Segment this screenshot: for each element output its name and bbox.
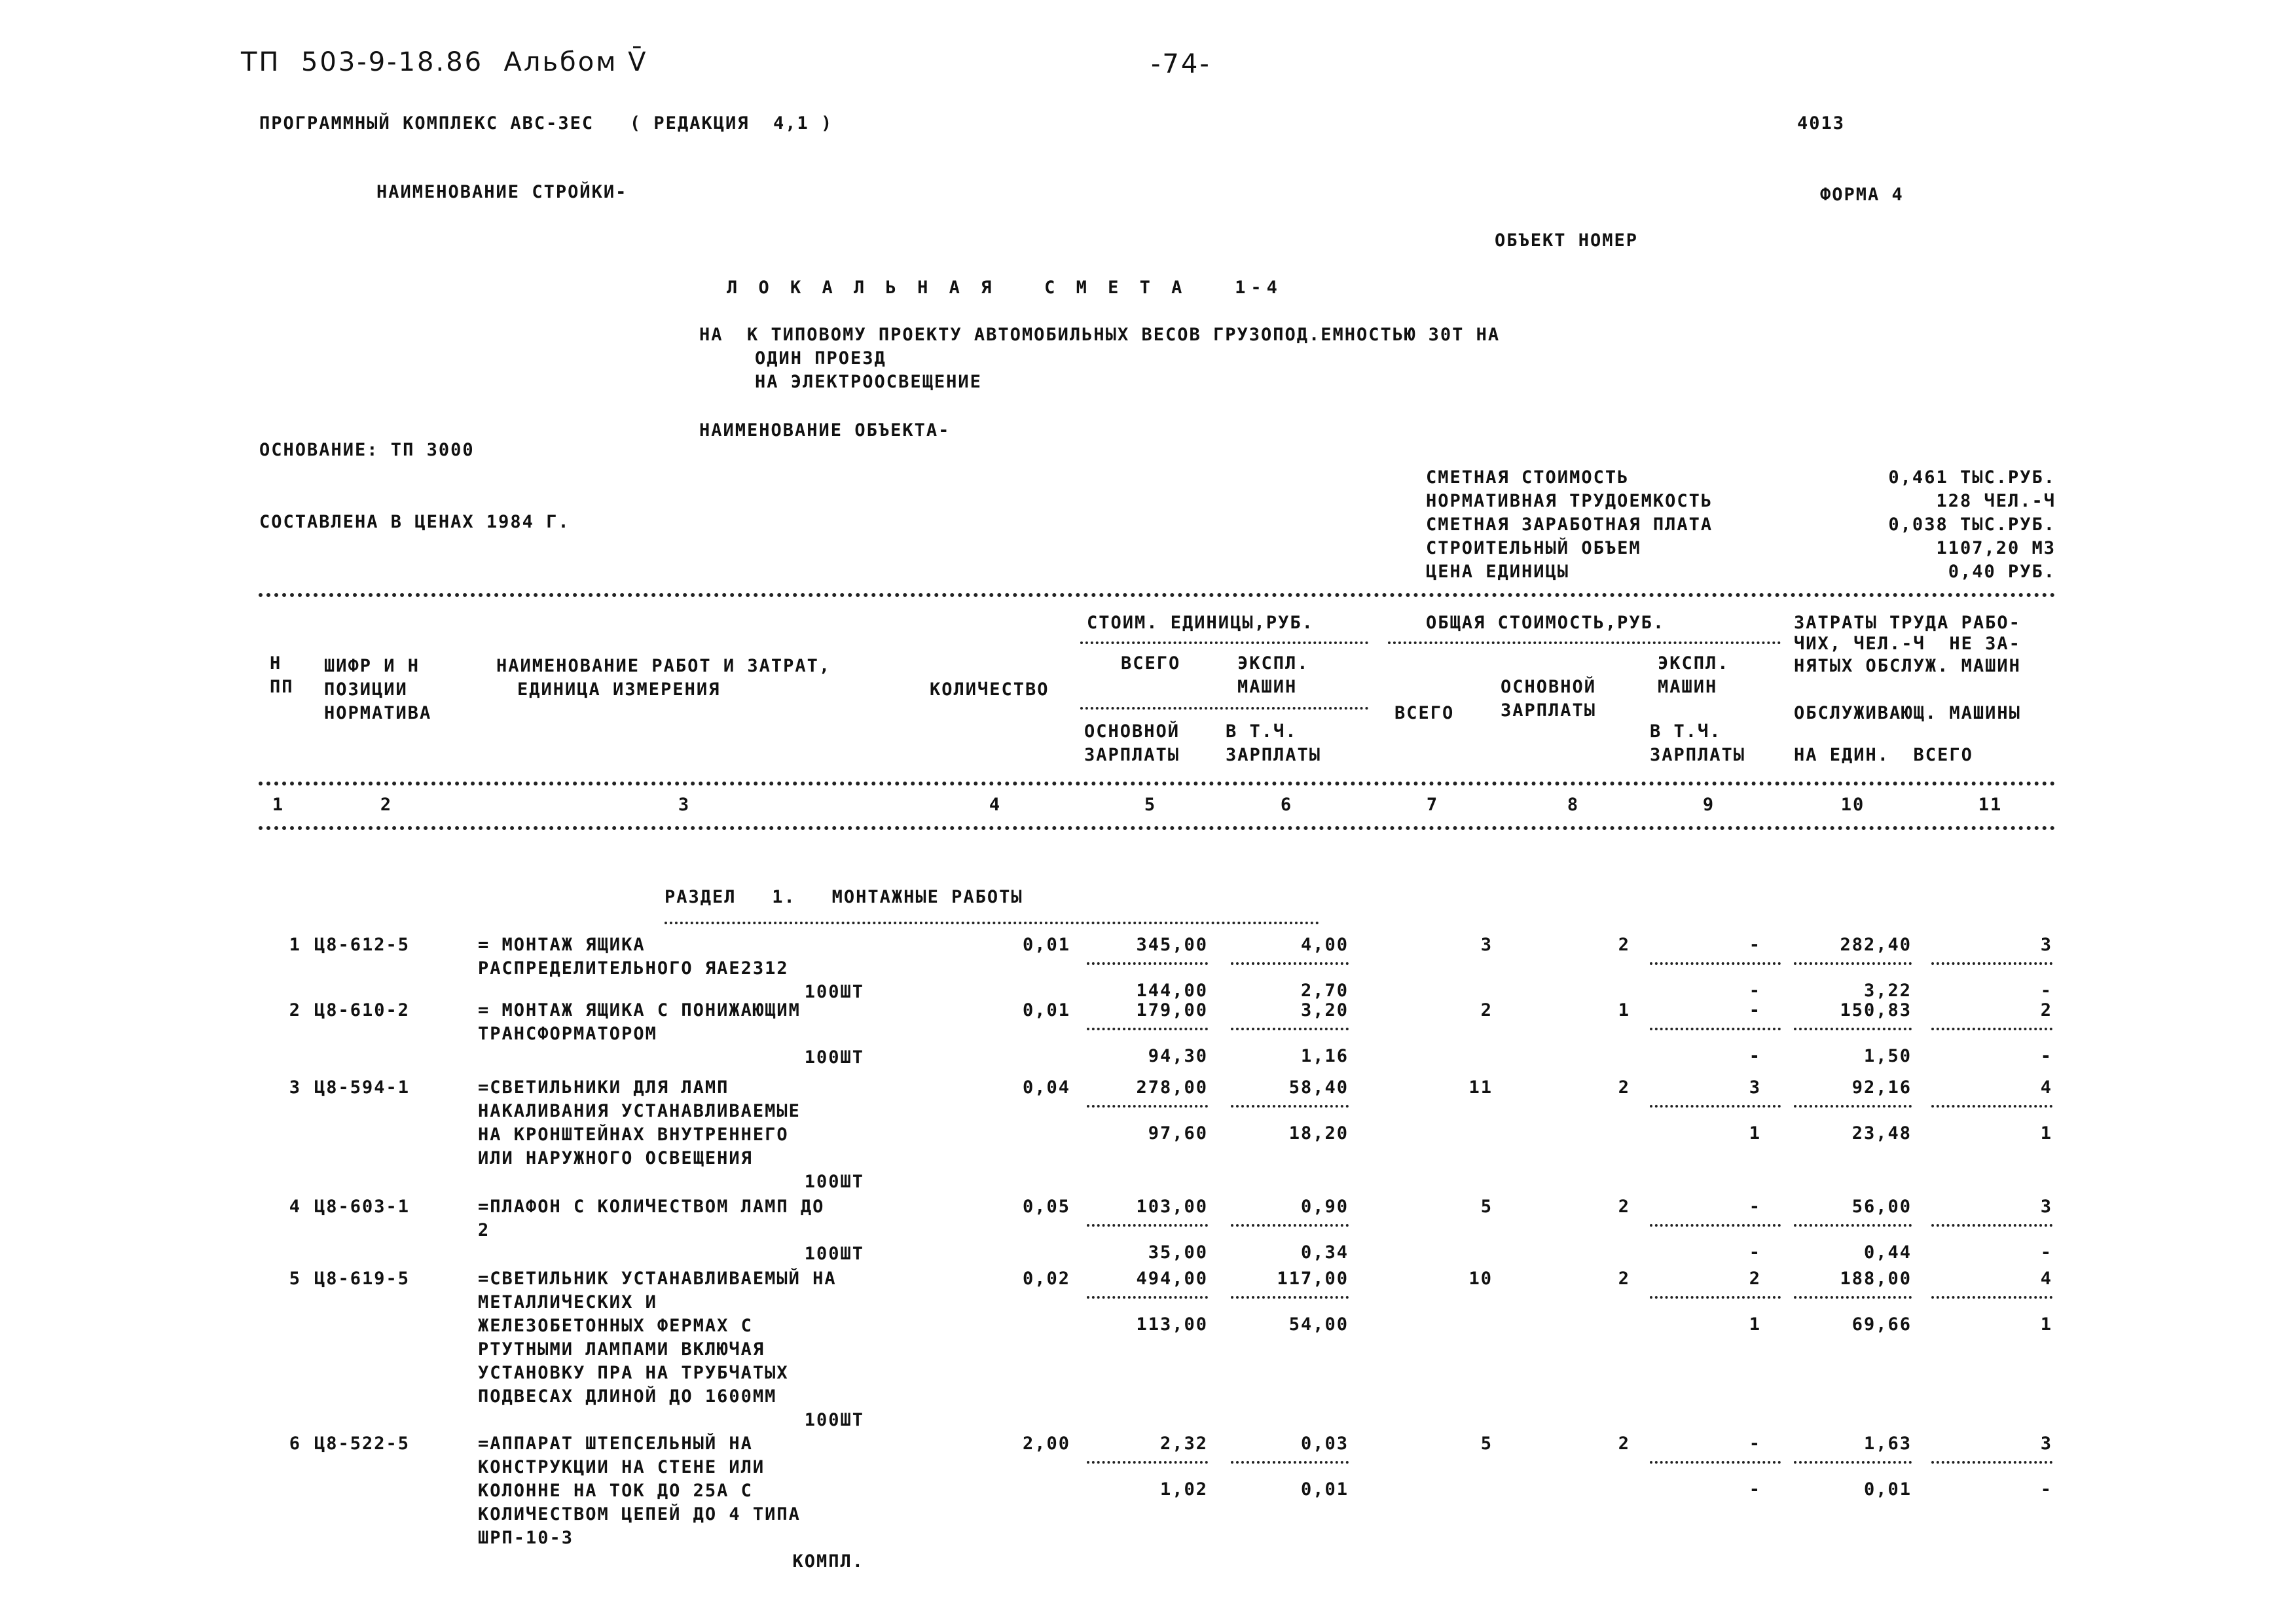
row-unit-incl-wage: 0,34 bbox=[1300, 1242, 1349, 1263]
header-rule-bottom bbox=[259, 826, 2056, 830]
row-labor-unit-2: 23,48 bbox=[1851, 1123, 1912, 1144]
row-quantity: 0,04 bbox=[1022, 1077, 1070, 1098]
column-number: 10 bbox=[1840, 795, 1865, 815]
object-number: ОБЪЕКТ НОМЕР bbox=[1495, 230, 1639, 251]
header-labor: ОБСЛУЖИВАЮЩ. МАШИНЫ bbox=[1794, 703, 2021, 723]
header-col-2: ПОЗИЦИИ bbox=[324, 679, 408, 700]
row-labor-total: 2 bbox=[2040, 1000, 2052, 1020]
estimate-purpose-line-1: НА К ТИПОВОМУ ПРОЕКТУ АВТОМОБИЛЬНЫХ ВЕСОВ ГРУЗОПОД.ЕМНОСТЬЮ 30Т НА bbox=[699, 325, 1501, 345]
row-quantity: 0,01 bbox=[1022, 1000, 1070, 1020]
cell-rule bbox=[1650, 1028, 1781, 1030]
row-unit: 100ШТ bbox=[804, 1244, 864, 1264]
row-description: РТУТНЫМИ ЛАМПАМИ ВКЛЮЧАЯ bbox=[478, 1339, 765, 1360]
estimate-purpose-line-3: НА ЭЛЕКТРООСВЕЩЕНИЕ bbox=[755, 372, 982, 392]
header-col-3: НАИМЕНОВАНИЕ РАБОТ И ЗАТРАТ, bbox=[496, 656, 831, 676]
row-labor-unit-2: 69,66 bbox=[1851, 1314, 1912, 1335]
cell-rule bbox=[1231, 1028, 1349, 1030]
row-description: =ПЛАФОН С КОЛИЧЕСТВОМ ЛАМП ДО bbox=[478, 1197, 825, 1217]
row-unit-incl-wage: 54,00 bbox=[1288, 1314, 1349, 1335]
row-code: Ц8-603-1 bbox=[314, 1197, 410, 1217]
header-col-1: Н bbox=[270, 653, 282, 674]
row-labor-unit-2: 0,44 bbox=[1863, 1242, 1912, 1263]
cell-rule bbox=[1231, 1105, 1349, 1108]
row-total-main: 2 bbox=[1618, 935, 1630, 955]
cell-rule bbox=[1650, 1296, 1781, 1299]
row-labor-total-2: 1 bbox=[2040, 1314, 2052, 1335]
cell-rule bbox=[1087, 1105, 1208, 1108]
row-description: НАКАЛИВАНИЯ УСТАНАВЛИВАЕМЫЕ bbox=[478, 1101, 801, 1121]
cell-rule bbox=[1794, 1224, 1912, 1227]
header-col-4: КОЛИЧЕСТВО bbox=[930, 679, 1049, 700]
cell-rule bbox=[1794, 1028, 1912, 1030]
cell-rule bbox=[1931, 1105, 2052, 1108]
row-description: КОЛОННЕ НА ТОК ДО 25А С bbox=[478, 1481, 753, 1501]
row-description: ПОДВЕСАХ ДЛИНОЙ ДО 1600ММ bbox=[478, 1386, 777, 1407]
row-number: 5 bbox=[289, 1269, 301, 1289]
header-total-expl: ЭКСПЛ. bbox=[1658, 653, 1730, 674]
summary-value: 0,461 ТЫС.РУБ. bbox=[1888, 467, 2056, 488]
header-labor: ЗАТРАТЫ ТРУДА РАБО- bbox=[1794, 613, 2021, 633]
header-total-incl: ЗАРПЛАТЫ bbox=[1650, 745, 1746, 765]
row-description: ЖЕЛЕЗОБЕТОННЫХ ФЕРМАХ С bbox=[478, 1316, 753, 1336]
header-unit-wage: ЗАРПЛАТЫ bbox=[1226, 745, 1322, 765]
row-total-all: 11 bbox=[1468, 1077, 1493, 1098]
row-total-wage: - bbox=[1749, 1479, 1761, 1500]
row-unit-total: 103,00 bbox=[1136, 1197, 1208, 1217]
header-labor: НЯТЫХ ОБСЛУЖ. МАШИН bbox=[1794, 656, 2021, 676]
summary-label: СМЕТНАЯ ЗАРАБОТНАЯ ПЛАТА bbox=[1426, 514, 1713, 535]
row-description: = МОНТАЖ ЯЩИКА С ПОНИЖАЮЩИМ bbox=[478, 1000, 801, 1020]
row-total-all: 10 bbox=[1468, 1269, 1493, 1289]
header-unit-cost: СТОИМ. ЕДИНИЦЫ,РУБ. bbox=[1087, 613, 1314, 633]
row-total-all: 5 bbox=[1480, 1434, 1493, 1454]
header-rule-mid bbox=[259, 782, 2056, 785]
row-unit: КОМПЛ. bbox=[792, 1551, 864, 1572]
row-total-main: 2 bbox=[1618, 1077, 1630, 1098]
column-number: 9 bbox=[1702, 795, 1715, 815]
column-number: 5 bbox=[1144, 795, 1157, 815]
header-unit-total: ВСЕГО bbox=[1121, 653, 1181, 674]
row-total-all: 3 bbox=[1480, 935, 1493, 955]
row-description: УСТАНОВКУ ПРА НА ТРУБЧАТЫХ bbox=[478, 1363, 789, 1383]
estimate-purpose-line-2: ОДИН ПРОЕЗД bbox=[755, 348, 886, 369]
row-description: =АППАРАТ ШТЕПСЕЛЬНЫЙ НА bbox=[478, 1434, 753, 1454]
row-number: 6 bbox=[289, 1434, 301, 1454]
row-description: РАСПРЕДЕЛИТЕЛЬНОГО ЯАЕ2312 bbox=[478, 958, 789, 979]
row-description: = МОНТАЖ ЯЩИКА bbox=[478, 935, 646, 955]
row-code: Ц8-594-1 bbox=[314, 1077, 410, 1098]
column-number: 1 bbox=[272, 795, 285, 815]
row-code: Ц8-522-5 bbox=[314, 1434, 410, 1454]
row-unit-main-wage: 94,30 bbox=[1148, 1046, 1208, 1066]
row-unit: 100ШТ bbox=[804, 982, 864, 1002]
row-labor-unit: 1,63 bbox=[1863, 1434, 1912, 1454]
row-total-main: 1 bbox=[1618, 1000, 1630, 1020]
row-unit-main-wage: 113,00 bbox=[1136, 1314, 1208, 1335]
column-number: 3 bbox=[678, 795, 691, 815]
header-labor: ЧИХ, ЧЕЛ.-Ч НЕ ЗА- bbox=[1794, 634, 2021, 654]
row-labor-unit: 150,83 bbox=[1840, 1000, 1912, 1020]
header-col-3: ЕДИНИЦА ИЗМЕРЕНИЯ bbox=[517, 679, 721, 700]
row-number: 2 bbox=[289, 1000, 301, 1020]
row-unit: 100ШТ bbox=[804, 1172, 864, 1192]
section-underline bbox=[665, 922, 1319, 924]
row-labor-total-2: - bbox=[2040, 1046, 2052, 1066]
row-labor-unit: 188,00 bbox=[1840, 1269, 1912, 1289]
cell-rule bbox=[1650, 1105, 1781, 1108]
row-total-all: 5 bbox=[1480, 1197, 1493, 1217]
cell-rule bbox=[1794, 1461, 1912, 1464]
cell-rule bbox=[1931, 1296, 2052, 1299]
row-labor-total: 3 bbox=[2040, 1197, 2052, 1217]
header-unit-main: ОСНОВНОЙ bbox=[1084, 721, 1180, 742]
row-unit-incl-wage: 1,16 bbox=[1300, 1046, 1349, 1066]
cell-rule bbox=[1931, 1028, 2052, 1030]
row-labor-unit-2: 3,22 bbox=[1863, 981, 1912, 1001]
summary-value: 128 ЧЕЛ.-Ч bbox=[1936, 491, 2056, 511]
row-total-wage: - bbox=[1749, 1046, 1761, 1066]
cell-rule bbox=[1231, 1461, 1349, 1464]
row-total-expl: - bbox=[1749, 1197, 1761, 1217]
cell-rule bbox=[1650, 962, 1781, 965]
header-col-1: ПП bbox=[270, 677, 294, 697]
cell-rule bbox=[1650, 1224, 1781, 1227]
row-description: МЕТАЛЛИЧЕСКИХ И bbox=[478, 1292, 657, 1312]
row-description: ШРП-10-3 bbox=[478, 1528, 574, 1548]
row-unit-total: 2,32 bbox=[1159, 1434, 1208, 1454]
cell-rule bbox=[1931, 1224, 2052, 1227]
price-basis: СОСТАВЛЕНА В ЦЕНАХ 1984 Г. bbox=[259, 512, 570, 532]
row-code: Ц8-612-5 bbox=[314, 935, 410, 955]
header-total-main: ЗАРПЛАТЫ bbox=[1501, 700, 1597, 721]
row-unit: 100ШТ bbox=[804, 1047, 864, 1068]
program-line: ПРОГРАММНЫЙ КОМПЛЕКС АВС-ЗЕС ( РЕДАКЦИЯ 4,1 ) bbox=[259, 113, 833, 134]
header-total-incl: В Т.Ч. bbox=[1650, 721, 1722, 742]
cell-rule bbox=[1931, 1461, 2052, 1464]
header-total-main: ОСНОВНОЙ bbox=[1501, 677, 1597, 697]
column-number: 7 bbox=[1426, 795, 1439, 815]
row-unit-incl-wage: 18,20 bbox=[1288, 1123, 1349, 1144]
row-number: 3 bbox=[289, 1077, 301, 1098]
row-description: НА КРОНШТЕЙНАХ ВНУТРЕННЕГО bbox=[478, 1125, 789, 1145]
row-total-main: 2 bbox=[1618, 1269, 1630, 1289]
summary-label: НОРМАТИВНАЯ ТРУДОЕМКОСТЬ bbox=[1426, 491, 1713, 511]
row-description: 2 bbox=[478, 1220, 490, 1240]
header-unit-expl: ЭКСПЛ. bbox=[1237, 653, 1309, 674]
row-description: =СВЕТИЛЬНИК УСТАНАВЛИВАЕМЫЙ НА bbox=[478, 1269, 837, 1289]
cell-rule bbox=[1231, 1296, 1349, 1299]
row-labor-total-2: 1 bbox=[2040, 1123, 2052, 1144]
row-labor-unit: 92,16 bbox=[1851, 1077, 1912, 1098]
row-quantity: 0,05 bbox=[1022, 1197, 1070, 1217]
header-col-2: НОРМАТИВА bbox=[324, 703, 432, 723]
row-total-expl: 3 bbox=[1749, 1077, 1761, 1098]
construction-name: НАИМЕНОВАНИЕ СТРОЙКИ- bbox=[376, 182, 628, 202]
page-number: -74- bbox=[1151, 49, 1211, 79]
header-unit-incl: В Т.Ч. bbox=[1226, 721, 1298, 742]
row-total-wage: - bbox=[1749, 981, 1761, 1001]
row-total-wage: 1 bbox=[1749, 1123, 1761, 1144]
program-code: 4013 bbox=[1797, 113, 1846, 134]
row-unit-main-wage: 35,00 bbox=[1148, 1242, 1208, 1263]
row-labor-total-2: - bbox=[2040, 1479, 2052, 1500]
row-description: КОНСТРУКЦИИ НА СТЕНЕ ИЛИ bbox=[478, 1457, 765, 1477]
row-total-all: 2 bbox=[1480, 1000, 1493, 1020]
header-subrule bbox=[1080, 641, 1368, 644]
cell-rule bbox=[1087, 1461, 1208, 1464]
row-unit-expl: 4,00 bbox=[1300, 935, 1349, 955]
row-unit-expl: 117,00 bbox=[1277, 1269, 1349, 1289]
row-quantity: 0,02 bbox=[1022, 1269, 1070, 1289]
header-unit-wage: ЗАРПЛАТЫ bbox=[1084, 745, 1180, 765]
row-unit-main-wage: 144,00 bbox=[1136, 981, 1208, 1001]
summary-value: 0,40 РУБ. bbox=[1948, 562, 2056, 582]
row-unit-main-wage: 97,60 bbox=[1148, 1123, 1208, 1144]
cell-rule bbox=[1087, 1224, 1208, 1227]
summary-label: СМЕТНАЯ СТОИМОСТЬ bbox=[1426, 467, 1630, 488]
row-labor-unit: 282,40 bbox=[1840, 935, 1912, 955]
row-labor-total-2: - bbox=[2040, 981, 2052, 1001]
column-number: 2 bbox=[380, 795, 393, 815]
section-title: РАЗДЕЛ 1. МОНТАЖНЫЕ РАБОТЫ bbox=[665, 887, 1023, 907]
row-labor-unit-2: 0,01 bbox=[1863, 1479, 1912, 1500]
row-unit-total: 494,00 bbox=[1136, 1269, 1208, 1289]
row-unit-expl: 3,20 bbox=[1300, 1000, 1349, 1020]
header-subrule bbox=[1388, 641, 1781, 644]
cell-rule bbox=[1931, 962, 2052, 965]
basis: ОСНОВАНИЕ: ТП 3000 bbox=[259, 440, 475, 460]
row-labor-total: 3 bbox=[2040, 1434, 2052, 1454]
header-total-cost: ОБЩАЯ СТОИМОСТЬ,РУБ. bbox=[1426, 613, 1666, 633]
object-name: НАИМЕНОВАНИЕ ОБЪЕКТА- bbox=[699, 420, 951, 441]
row-code: Ц8-610-2 bbox=[314, 1000, 410, 1020]
row-total-wage: - bbox=[1749, 1242, 1761, 1263]
row-description: =СВЕТИЛЬНИКИ ДЛЯ ЛАМП bbox=[478, 1077, 729, 1098]
header-subrule bbox=[1080, 707, 1368, 710]
cell-rule bbox=[1087, 1296, 1208, 1299]
album-reference: ТП 503-9-18.86 Альбом V̄ bbox=[241, 47, 648, 77]
row-total-main: 2 bbox=[1618, 1197, 1630, 1217]
cell-rule bbox=[1087, 962, 1208, 965]
header-total-all: ВСЕГО bbox=[1394, 703, 1455, 723]
row-labor-unit-2: 1,50 bbox=[1863, 1046, 1912, 1066]
cell-rule bbox=[1087, 1028, 1208, 1030]
cell-rule bbox=[1794, 1296, 1912, 1299]
row-unit-expl: 58,40 bbox=[1288, 1077, 1349, 1098]
row-unit-total: 179,00 bbox=[1136, 1000, 1208, 1020]
row-total-wage: 1 bbox=[1749, 1314, 1761, 1335]
summary-value: 0,038 ТЫС.РУБ. bbox=[1888, 514, 2056, 535]
cell-rule bbox=[1794, 962, 1912, 965]
row-description: ТРАНСФОРМАТОРОМ bbox=[478, 1024, 657, 1044]
row-total-expl: - bbox=[1749, 1000, 1761, 1020]
summary-label: СТРОИТЕЛЬНЫЙ ОБЪЕМ bbox=[1426, 538, 1641, 558]
row-labor-total-2: - bbox=[2040, 1242, 2052, 1263]
row-labor-total: 4 bbox=[2040, 1269, 2052, 1289]
row-unit-main-wage: 1,02 bbox=[1159, 1479, 1208, 1500]
row-unit-incl-wage: 2,70 bbox=[1300, 981, 1349, 1001]
row-description: ИЛИ НАРУЖНОГО ОСВЕЩЕНИЯ bbox=[478, 1148, 753, 1168]
column-number: 6 bbox=[1280, 795, 1293, 815]
header-unit-expl: МАШИН bbox=[1237, 677, 1298, 697]
row-code: Ц8-619-5 bbox=[314, 1269, 410, 1289]
header-total-expl: МАШИН bbox=[1658, 677, 1718, 697]
row-unit-expl: 0,90 bbox=[1300, 1197, 1349, 1217]
row-description: КОЛИЧЕСТВОМ ЦЕПЕЙ ДО 4 ТИПА bbox=[478, 1504, 801, 1525]
row-labor-total: 4 bbox=[2040, 1077, 2052, 1098]
estimate-title: Л О К А Л Ь Н А Я С М Е Т А 1-4 bbox=[727, 278, 1283, 298]
summary-label: ЦЕНА ЕДИНИЦЫ bbox=[1426, 562, 1570, 582]
header-col-2: ШИФР И Н bbox=[324, 656, 420, 676]
summary-value: 1107,20 М3 bbox=[1936, 538, 2056, 558]
column-number: 4 bbox=[989, 795, 1002, 815]
column-number: 8 bbox=[1567, 795, 1580, 815]
cell-rule bbox=[1794, 1105, 1912, 1108]
row-unit-total: 345,00 bbox=[1136, 935, 1208, 955]
row-total-expl: - bbox=[1749, 935, 1761, 955]
row-total-expl: 2 bbox=[1749, 1269, 1761, 1289]
row-quantity: 2,00 bbox=[1022, 1434, 1070, 1454]
row-labor-total: 3 bbox=[2040, 935, 2052, 955]
row-quantity: 0,01 bbox=[1022, 935, 1070, 955]
form-number: ФОРМА 4 bbox=[1820, 185, 1904, 205]
row-unit-expl: 0,03 bbox=[1300, 1434, 1349, 1454]
row-labor-unit: 56,00 bbox=[1851, 1197, 1912, 1217]
cell-rule bbox=[1650, 1461, 1781, 1464]
row-total-expl: - bbox=[1749, 1434, 1761, 1454]
header-rule-top bbox=[259, 593, 2056, 597]
header-labor: НА ЕДИН. ВСЕГО bbox=[1794, 745, 1973, 765]
cell-rule bbox=[1231, 962, 1349, 965]
row-total-main: 2 bbox=[1618, 1434, 1630, 1454]
cell-rule bbox=[1231, 1224, 1349, 1227]
row-unit-total: 278,00 bbox=[1136, 1077, 1208, 1098]
column-number: 11 bbox=[1978, 795, 2003, 815]
row-number: 1 bbox=[289, 935, 301, 955]
row-unit: 100ШТ bbox=[804, 1410, 864, 1430]
row-number: 4 bbox=[289, 1197, 301, 1217]
row-unit-incl-wage: 0,01 bbox=[1300, 1479, 1349, 1500]
